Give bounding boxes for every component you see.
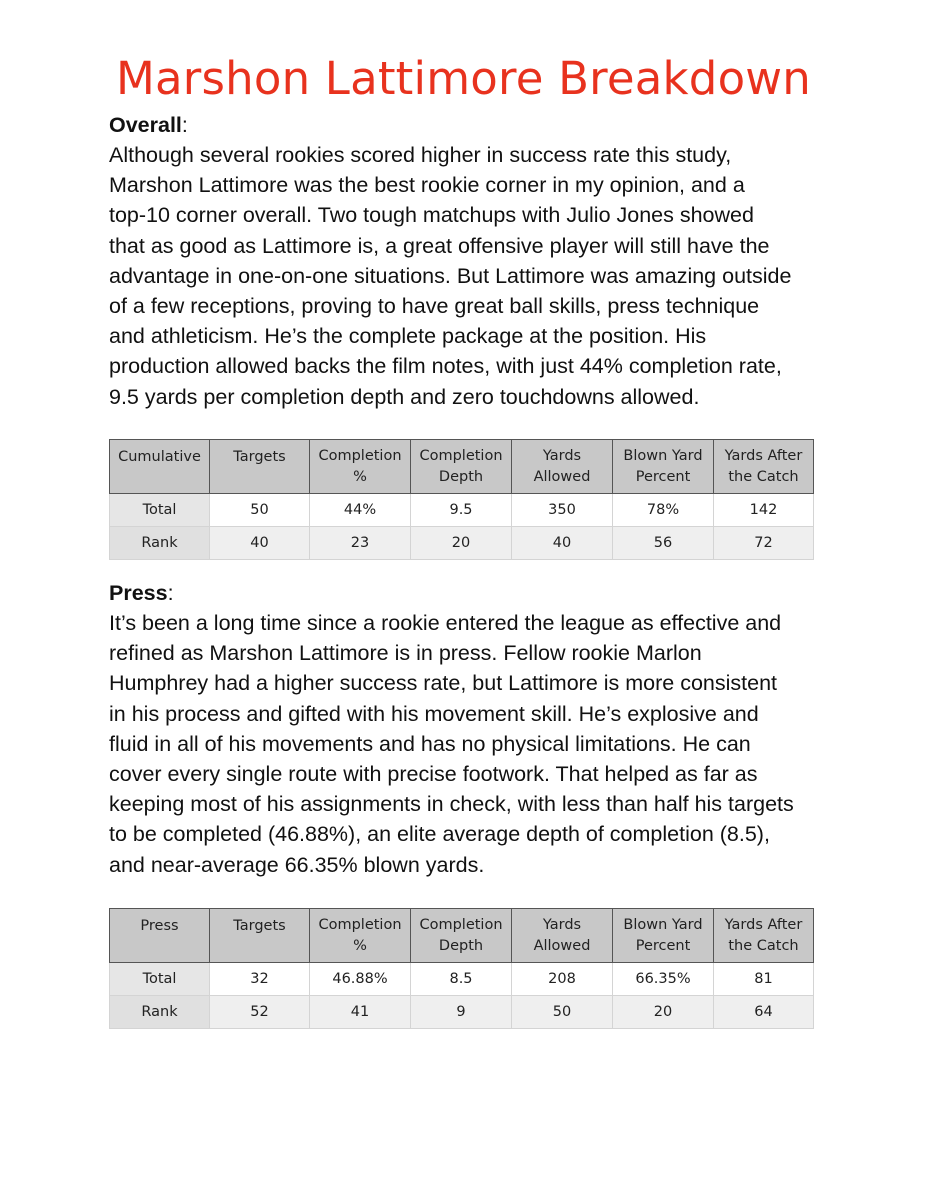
- press-heading-colon: :: [167, 581, 174, 605]
- table-cell: 72: [714, 527, 814, 560]
- table-cell: 81: [714, 963, 814, 996]
- overall-line: production allowed backs the film notes, with just 44% completion rate,: [109, 354, 782, 379]
- table-cell: 78%: [613, 494, 714, 527]
- table-cell: 46.88%: [310, 963, 411, 996]
- overall-section: [109, 110, 829, 412]
- overall-heading-label: Overall: [109, 113, 182, 137]
- press-line: Humphrey had a higher success rate, but Lattimore is more consistent: [109, 671, 778, 696]
- table-cell: 66.35%: [613, 963, 714, 996]
- column-header: Blown Yard Percent: [613, 440, 714, 494]
- table-cell: 8.5: [411, 963, 512, 996]
- overall-heading-colon: :: [181, 113, 188, 137]
- press-line: and near-average 66.35% blown yards.: [109, 852, 485, 877]
- press-line: It’s been a long time since a rookie entered the league as effective and: [109, 611, 782, 635]
- column-header: Blown Yard Percent: [613, 909, 714, 963]
- column-header: Yards Allowed: [512, 909, 613, 963]
- press-heading: [109, 578, 829, 608]
- table-cell: 20: [613, 996, 714, 1029]
- cumulative-stats-table: [109, 439, 814, 560]
- table-row: [110, 963, 814, 996]
- table-cell: 9: [411, 996, 512, 1029]
- table-cell: 50: [512, 996, 613, 1029]
- overall-line: top-10 corner overall. Two tough matchups with Julio Jones showed: [109, 203, 754, 228]
- table-row: [110, 494, 814, 527]
- row-label: Rank: [110, 996, 210, 1029]
- page-title: Marshon Lattimore Breakdown: [115, 52, 812, 106]
- column-header: Targets: [210, 909, 310, 963]
- table-row: [110, 527, 814, 560]
- press-line: in his process and gifted with his movement skill. He’s explosive and: [109, 701, 759, 726]
- table-cell: 142: [714, 494, 814, 527]
- overall-paragraph: [109, 140, 829, 412]
- press-line: keeping most of his assignments in check, with less than half his targets: [109, 792, 794, 817]
- press-line: to be completed (46.88%), an elite average depth of completion (8.5),: [109, 822, 770, 847]
- column-header: Press: [110, 909, 210, 963]
- column-header: Completion %: [310, 909, 411, 963]
- overall-line: 9.5 yards per completion depth and zero touchdowns allowed.: [109, 384, 700, 409]
- table-header-row: [110, 909, 814, 963]
- column-header: Completion Depth: [411, 440, 512, 494]
- table-cell: 350: [512, 494, 613, 527]
- table-cell: 56: [613, 527, 714, 560]
- table-cell: 32: [210, 963, 310, 996]
- column-header: Cumulative: [110, 440, 210, 494]
- press-heading-label: Press: [109, 581, 168, 605]
- overall-line: of a few receptions, proving to have great ball skills, press technique: [109, 294, 760, 319]
- press-section: [109, 578, 829, 880]
- table-cell: 64: [714, 996, 814, 1029]
- table-cell: 44%: [310, 494, 411, 527]
- table-cell: 41: [310, 996, 411, 1029]
- table-row: [110, 996, 814, 1029]
- table-cell: 20: [411, 527, 512, 560]
- table-cell: 23: [310, 527, 411, 560]
- overall-line: Marshon Lattimore was the best rookie corner in my opinion, and a: [109, 173, 745, 198]
- column-header: Completion %: [310, 440, 411, 494]
- table-cell: 208: [512, 963, 613, 996]
- overall-line: advantage in one-on-one situations. But Lattimore was amazing outside: [109, 263, 792, 288]
- press-stats-table: [109, 908, 814, 1029]
- overall-line: Although several rookies scored higher in success rate this study,: [109, 143, 732, 167]
- column-header: Yards Allowed: [512, 440, 613, 494]
- overall-heading: [109, 110, 829, 140]
- press-paragraph: [109, 608, 829, 880]
- table-cell: 40: [210, 527, 310, 560]
- press-line: fluid in all of his movements and has no physical limitations. He can: [109, 731, 751, 756]
- press-line: refined as Marshon Lattimore is in press. Fellow rookie Marlon: [109, 641, 702, 666]
- table-cell: 40: [512, 527, 613, 560]
- row-label: Rank: [110, 527, 210, 560]
- row-label: Total: [110, 494, 210, 527]
- column-header: Targets: [210, 440, 310, 494]
- press-line: cover every single route with precise footwork. That helped as far as: [109, 762, 758, 787]
- table-header-row: [110, 440, 814, 494]
- table-cell: 50: [210, 494, 310, 527]
- column-header: Completion Depth: [411, 909, 512, 963]
- table-cell: 9.5: [411, 494, 512, 527]
- overall-line: that as good as Lattimore is, a great offensive player will still have the: [109, 233, 770, 258]
- column-header: Yards After the Catch: [714, 440, 814, 494]
- table-cell: 52: [210, 996, 310, 1029]
- column-header: Yards After the Catch: [714, 909, 814, 963]
- overall-line: and athleticism. He’s the complete package at the position. His: [109, 324, 707, 349]
- row-label: Total: [110, 963, 210, 996]
